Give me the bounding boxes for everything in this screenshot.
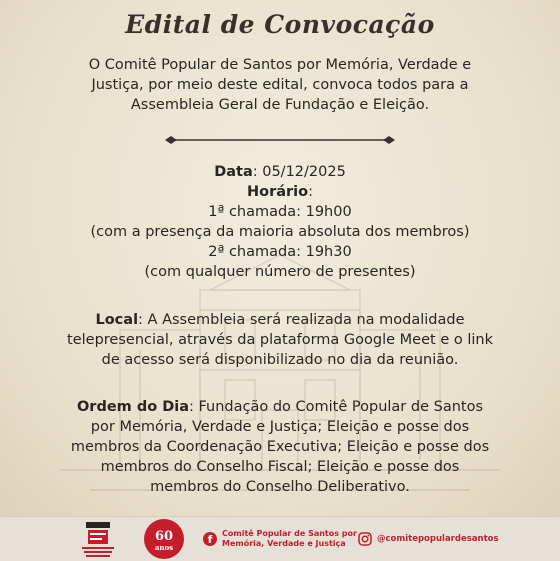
time-colon: : xyxy=(308,184,313,200)
time-label: Horário xyxy=(246,184,309,200)
agenda-line: membros do Conselho Fiscal; Eleição e posse dos xyxy=(100,459,460,475)
agenda-line xyxy=(20,397,540,417)
date-label: Data xyxy=(214,164,253,180)
intro-line: O Comitê Popular de Santos por Memória, Verdade e xyxy=(88,57,472,73)
agenda-line: membros da Coordenação Executiva; Eleição e posse dos xyxy=(70,439,490,455)
anniversary-word: anos xyxy=(154,543,174,552)
committee-logo xyxy=(80,520,116,558)
location-text: : A Assembleia será realizada na modalidade xyxy=(138,312,465,328)
location-line xyxy=(20,310,540,330)
anniversary-number: 60 xyxy=(154,529,174,544)
agenda-block xyxy=(20,397,540,497)
first-call: 1ª chamada: 19h00 xyxy=(208,204,352,220)
facebook-name-line: Memória, Verdade e Justiça xyxy=(222,539,346,548)
instagram-icon[interactable] xyxy=(358,532,372,546)
anniversary-badge xyxy=(144,519,184,559)
location-label: Local xyxy=(95,312,139,328)
page-title: Edital de Convocação xyxy=(125,10,435,39)
location-block xyxy=(20,310,540,370)
intro-line: Assembleia Geral de Fundação e Eleição. xyxy=(130,97,430,113)
date-line xyxy=(20,162,540,182)
time-line xyxy=(20,182,540,202)
location-line: de acesso será disponibilizado no dia da reunião. xyxy=(101,352,459,368)
date-value: : 05/12/2025 xyxy=(252,164,346,180)
intro-paragraph xyxy=(40,55,520,115)
agenda-label: Ordem do Dia xyxy=(76,399,189,415)
second-call-note: (com qualquer número de presentes) xyxy=(144,264,416,280)
schedule-block xyxy=(20,162,540,282)
facebook-icon[interactable]: f xyxy=(203,532,217,546)
instagram-handle[interactable]: @comitepopulardesantos xyxy=(377,534,499,544)
facebook-page-name[interactable] xyxy=(222,529,362,549)
agenda-text: : Fundação do Comitê Popular de Santos xyxy=(189,399,484,415)
intro-line: Justiça, por meio deste edital, convoca todos para a xyxy=(91,77,469,93)
first-call-note: (com a presença da maioria absoluta dos membros) xyxy=(90,224,470,240)
facebook-name-line: Comitê Popular de Santos por xyxy=(222,529,357,538)
second-call: 2ª chamada: 19h30 xyxy=(208,244,352,260)
agenda-line: membros do Conselho Deliberativo. xyxy=(150,479,410,495)
location-line: telepresencial, através da plataforma Google Meet e o link xyxy=(67,332,493,348)
ornamental-divider xyxy=(165,134,395,146)
agenda-line: por Memória, Verdade e Justiça; Eleição e posse dos xyxy=(90,419,470,435)
